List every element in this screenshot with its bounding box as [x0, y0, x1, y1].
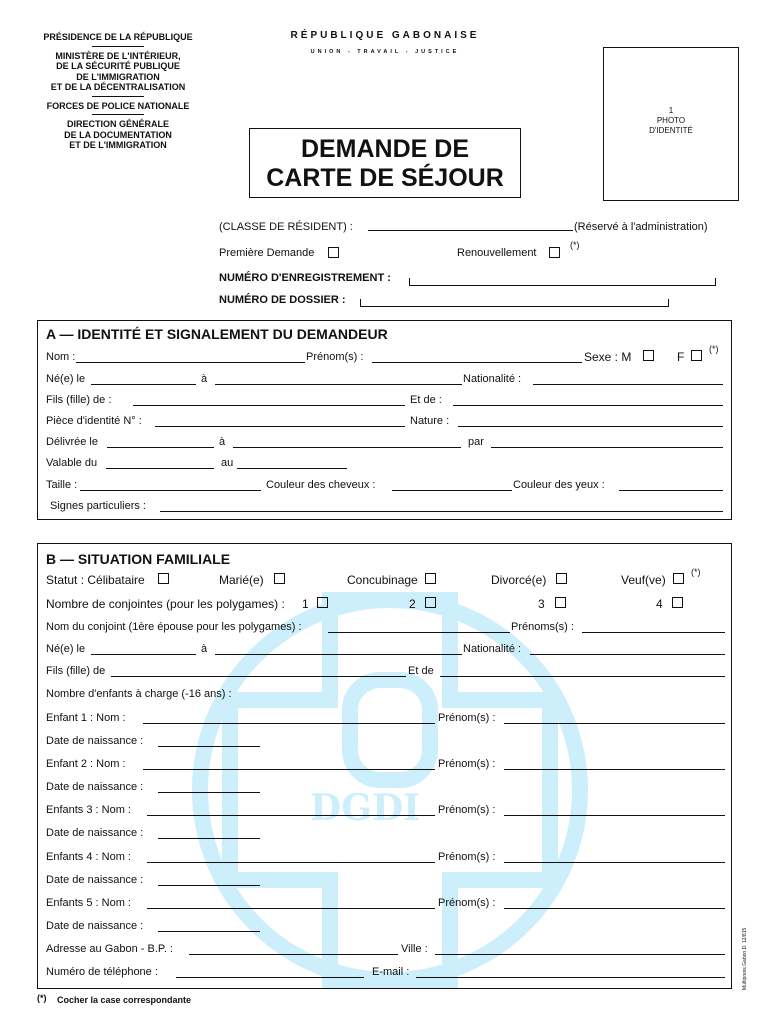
au-label: au [221, 457, 234, 469]
marie-checkbox[interactable] [274, 573, 285, 584]
lieu-naissance-field[interactable] [215, 374, 462, 385]
conjointes-4-checkbox[interactable] [672, 597, 683, 608]
concubinage-checkbox[interactable] [425, 573, 436, 584]
conjointes-1-label: 1 [302, 597, 309, 611]
conjointes-4-label: 4 [656, 597, 663, 611]
cheveux-field[interactable] [392, 480, 512, 491]
enfant-5-prenom-label: Prénom(s) : [438, 897, 496, 909]
enfant-1-prenom-label: Prénom(s) : [438, 712, 496, 724]
concubinage-label: Concubinage [347, 573, 418, 587]
nb-enfants-label: Nombre d'enfants à charge (-16 ans) : [46, 688, 232, 700]
header-ministere-2: DE LA SÉCURITÉ PUBLIQUE [56, 61, 180, 71]
enfant-5-nom-field[interactable] [147, 898, 435, 909]
enfant-3-naissance-field[interactable] [158, 828, 260, 839]
reserve-label: (Réservé à l'administration) [574, 221, 708, 233]
section-b-title: B — SITUATION FAMILIALE [46, 551, 231, 567]
valable-du-field[interactable] [106, 458, 214, 469]
yeux-label: Couleur des yeux : [513, 479, 605, 491]
photo-label: PHOTO [656, 116, 686, 125]
delivree-a-label: à [219, 436, 226, 448]
header-presidence: PRÉSIDENCE DE LA RÉPUBLIQUE [43, 32, 193, 42]
watermark-text: DGDI [310, 787, 421, 829]
header-forces-police: FORCES DE POLICE NATIONALE [46, 100, 190, 111]
par-label: par [468, 436, 484, 448]
valable-label: Valable du [46, 457, 98, 469]
delivree-label: Délivrée le [46, 436, 98, 448]
photo-count: 1 [668, 106, 674, 115]
marie-label: Marié(e) [219, 573, 264, 587]
header-direction-1: DIRECTION GÉNÉRALE [66, 119, 169, 129]
veuf-checkbox[interactable] [673, 573, 684, 584]
prenoms-field[interactable] [372, 352, 582, 363]
conjointes-2-checkbox[interactable] [425, 597, 436, 608]
conjoint-naissance-date-field[interactable] [91, 644, 196, 655]
nom-field[interactable] [76, 352, 305, 363]
signes-field[interactable] [160, 501, 723, 512]
prenoms-label: Prénom(s) : [306, 351, 364, 363]
nom-conjoint-label: Nom du conjoint (1ère épouse pour les polygames) : [46, 621, 302, 633]
piece-identite-label: Pièce d'identité N° : [46, 415, 142, 427]
sexe-m-checkbox[interactable] [643, 350, 654, 361]
enfant-4-nom-field[interactable] [147, 852, 435, 863]
premiere-demande-label: Première Demande [219, 247, 315, 259]
enfant-4-prenom-label: Prénom(s) : [438, 851, 496, 863]
classe-field[interactable] [368, 220, 573, 231]
republic-motto: UNION - TRAVAIL - JUSTICE [310, 49, 460, 55]
conjoint-et-de-label: Et de [408, 665, 434, 677]
enfant-2-nom-field[interactable] [143, 759, 435, 770]
veuf-label: Veuf(ve) [621, 573, 666, 587]
footer-asterisk: (*) [37, 993, 47, 1003]
statut-label: Statut : Célibataire [46, 573, 145, 587]
enfant-5-prenom-field[interactable] [504, 898, 725, 909]
asterisk-note: (*) [691, 567, 701, 577]
telephone-label: Numéro de téléphone : [46, 966, 158, 978]
conjointes-3-checkbox[interactable] [555, 597, 566, 608]
enfant-1-prenom-field[interactable] [504, 713, 725, 724]
sexe-f-label: F [677, 350, 685, 364]
divorce-label: Divorcé(e) [491, 573, 547, 587]
conjoint-lieu-field[interactable] [215, 644, 462, 655]
nom-conjoint-field[interactable] [328, 622, 510, 633]
conjoint-fils-de-label: Fils (fille) de [46, 665, 106, 677]
photo-box[interactable] [603, 47, 739, 201]
conjoint-mere-field[interactable] [440, 666, 725, 677]
ville-label: Ville : [401, 943, 428, 955]
renouvellement-label: Renouvellement [457, 247, 537, 259]
adresse-label: Adresse au Gabon - B.P. : [46, 943, 173, 955]
enfant-4-naissance-field[interactable] [158, 875, 260, 886]
taille-label: Taille : [46, 479, 78, 491]
header-direction-3: ET DE L'IMMIGRATION [69, 140, 167, 150]
conjoint-naissance-label: Né(e) le [46, 643, 86, 655]
header-authority-block [28, 32, 208, 151]
nature-label: Nature : [410, 415, 450, 427]
mere-field[interactable] [453, 395, 723, 406]
prenoms-conjoint-label: Prénoms(s) : [511, 621, 574, 633]
enfant-1-nom-field[interactable] [143, 713, 435, 724]
celibataire-checkbox[interactable] [158, 573, 169, 584]
pere-field[interactable] [133, 395, 405, 406]
title-line-2: CARTE DE SÉJOUR [266, 164, 504, 192]
ville-field[interactable] [435, 944, 725, 955]
conjoint-a-label: à [201, 643, 208, 655]
yeux-field[interactable] [619, 480, 723, 491]
enfant-3-nom-label: Enfants 3 : Nom : [46, 804, 131, 816]
premiere-demande-checkbox[interactable] [328, 247, 339, 258]
delivree-lieu-field[interactable] [233, 437, 461, 448]
sexe-f-checkbox[interactable] [691, 350, 702, 361]
enfant-1-naissance-label: Date de naissance : [46, 735, 144, 747]
conjoint-pere-field[interactable] [111, 666, 406, 677]
asterisk-note: (*) [570, 240, 580, 250]
enfant-3-naissance-label: Date de naissance : [46, 827, 144, 839]
printer-code: Multipress Gabon D. 12/815 [742, 927, 748, 990]
signes-label: Signes particuliers : [50, 500, 146, 512]
enfant-2-prenom-label: Prénom(s) : [438, 758, 496, 770]
naissance-label: Né(e) le [46, 373, 86, 385]
enfant-3-nom-field[interactable] [147, 805, 435, 816]
enfant-2-nom-label: Enfant 2 : Nom : [46, 758, 126, 770]
cheveux-label: Couleur des cheveux : [266, 479, 376, 491]
enfant-2-naissance-label: Date de naissance : [46, 781, 144, 793]
conjointes-2-label: 2 [409, 597, 416, 611]
enfant-5-nom-label: Enfants 5 : Nom : [46, 897, 131, 909]
delivree-date-field[interactable] [107, 437, 214, 448]
email-label: E-mail : [372, 966, 410, 978]
nationalite-label: Nationalité : [463, 373, 522, 385]
telephone-field[interactable] [176, 968, 364, 978]
enfant-2-prenom-field[interactable] [504, 759, 725, 770]
enfant-4-nom-label: Enfants 4 : Nom : [46, 851, 131, 863]
header-direction-2: DE LA DOCUMENTATION [64, 129, 172, 140]
enfant-3-prenom-label: Prénom(s) : [438, 804, 496, 816]
dossier-field[interactable] [360, 299, 669, 307]
enfant-4-prenom-field[interactable] [504, 852, 725, 863]
header-ministere-4: ET DE LA DÉCENTRALISATION [50, 82, 186, 92]
sexe-label: Sexe : M [584, 350, 632, 364]
nature-field[interactable] [458, 416, 723, 427]
conjoint-nationalite-label: Nationalité : [463, 643, 522, 655]
renouvellement-checkbox[interactable] [549, 247, 560, 258]
conjointes-label: Nombre de conjointes (pour les polygames) : [46, 597, 285, 611]
naissance-date-field[interactable] [91, 374, 196, 385]
prenoms-conjoint-field[interactable] [582, 622, 725, 633]
conjoint-nationalite-field[interactable] [530, 644, 725, 655]
classe-label: (CLASSE DE RÉSIDENT) : [219, 221, 353, 233]
a-label: à [201, 373, 208, 385]
email-field[interactable] [416, 967, 725, 978]
form-title [249, 128, 521, 198]
dossier-label: NUMÉRO DE DOSSIER : [219, 294, 346, 306]
piece-identite-field[interactable] [155, 416, 405, 427]
fils-de-label: Fils (fille) de : [46, 394, 112, 406]
taille-field[interactable] [80, 480, 261, 491]
enregistrement-label: NUMÉRO D'ENREGISTREMENT : [219, 272, 391, 284]
enfant-3-prenom-field[interactable] [504, 805, 725, 816]
adresse-field[interactable] [189, 944, 398, 955]
asterisk-note: (*) [709, 344, 719, 354]
section-a-title: A — IDENTITÉ ET SIGNALEMENT DU DEMANDEUR [46, 326, 388, 342]
divorce-checkbox[interactable] [556, 573, 567, 584]
par-field[interactable] [491, 437, 723, 448]
photo-label-2: D'IDENTITÉ [649, 126, 693, 135]
nationalite-field[interactable] [533, 374, 723, 385]
valable-au-field[interactable] [237, 458, 347, 469]
conjointes-1-checkbox[interactable] [317, 597, 328, 608]
header-ministere-1: MINISTÈRE DE L'INTÉRIEUR, [55, 50, 181, 61]
header-ministere-3: DE L'IMMIGRATION [76, 71, 160, 82]
enfant-5-naissance-field[interactable] [158, 921, 260, 932]
enfant-1-nom-label: Enfant 1 : Nom : [46, 712, 126, 724]
enfant-1-naissance-field[interactable] [158, 736, 260, 747]
footer-note: Cocher la case correspondante [57, 995, 192, 1005]
conjointes-3-label: 3 [538, 597, 545, 611]
enfant-5-naissance-label: Date de naissance : [46, 920, 144, 932]
republic-name: RÉPUBLIQUE GABONAISE [290, 30, 480, 41]
enfant-4-naissance-label: Date de naissance : [46, 874, 144, 886]
enfant-2-naissance-field[interactable] [158, 782, 260, 793]
title-line-1: DEMANDE DE [300, 135, 470, 163]
et-de-label: Et de : [410, 394, 442, 406]
enregistrement-field[interactable] [409, 278, 716, 286]
nom-label: Nom : [46, 351, 76, 363]
